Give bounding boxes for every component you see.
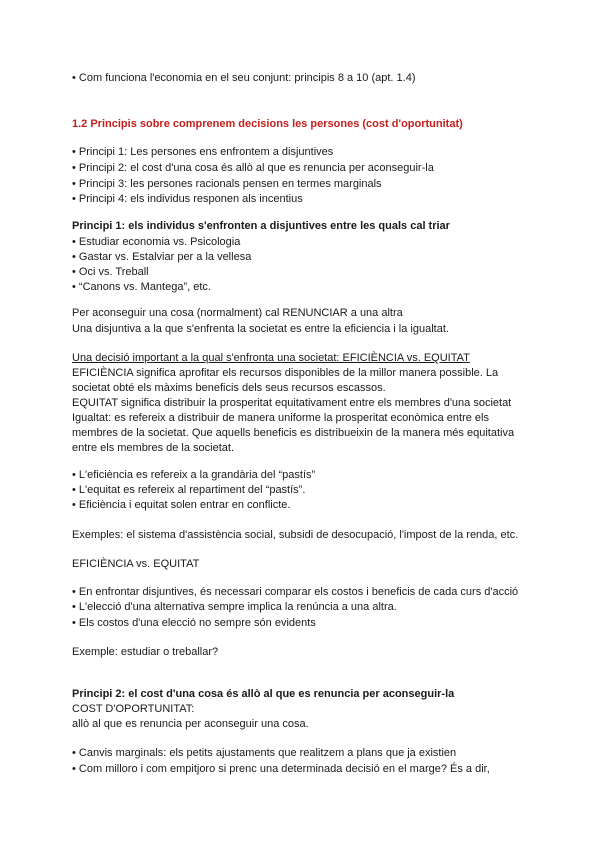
bullet-line: • Canvis marginals: els petits ajustaments que realitzem a plans que ja existien [72,747,457,759]
paragraph-line: societat obté els màxims beneficis dels seus recursos escassos. [72,382,386,394]
paragraph-line: allò al que es renuncia per aconseguir una cosa. [72,718,309,730]
paragraph-line: EFICIÈNCIA significa aprofitar els recursos disponibles de la millor manera possible. La [72,367,499,379]
bullet-line: • En enfrontar disjuntives, és necessari comparar els costos i beneficis de cada curs d'acció [72,586,519,598]
bullet-line: • Eficiència i equitat solen entrar en conflicte. [72,499,291,511]
bullet-line: • Els costos d'una elecció no sempre són evidents [72,617,316,629]
paragraph-line: EQUITAT significa distribuir la prosperitat equitativament entre els membres d'una societat [72,397,512,409]
bullet-line: • Principi 4: els individus responen als incentius [72,193,303,205]
paragraph-line: Per aconseguir una cosa (normalment) cal RENUNCIAR a una altra [72,307,403,319]
bullet-line: • L'equitat es refereix al repartiment del “pastís”. [72,484,306,496]
bullet-line: • Gastar vs. Estalviar per a la vellesa [72,251,252,263]
underlined-heading: Una decisió important a la qual s'enfronta una societat: EFICIÈNCIA vs. EQUITAT [72,352,470,364]
bullet-line: • Principi 1: Les persones ens enfrontem a disjuntives [72,146,334,158]
paragraph-line: EFICIÈNCIA vs. EQUITAT [72,558,200,570]
bullet-line: • Com funciona l'economia en el seu conjunt: principis 8 a 10 (apt. 1.4) [72,72,416,84]
bullet-line: • L'elecció d'una alternativa sempre implica la renúncia a una altra. [72,601,397,613]
bullet-line: • Com milloro i com empitjoro si prenc una determinada decisió en el marge? És a dir, [72,763,490,775]
bullet-line: • Estudiar economia vs. Psicologia [72,236,241,248]
bullet-line: • Principi 2: el cost d'una cosa és allò al que es renuncia per aconseguir-la [72,162,434,174]
paragraph-line: Una disjuntiva a la que s'enfrenta la societat es entre la eficiencia i la igualtat. [72,323,449,335]
principle-heading: Principi 2: el cost d'una cosa és allò al que es renuncia per aconseguir-la [72,688,455,700]
bullet-line: • Oci vs. Treball [72,266,149,278]
paragraph-line: Igualtat: es refereix a distribuir de manera uniforme la prosperitat econòmica entre els [72,412,489,424]
bullet-line: • Principi 3: les persones racionals pensen en termes marginals [72,178,382,190]
paragraph-line: COST D'OPORTUNITAT: [72,703,195,715]
bullet-line: • L'eficiència es refereix a la grandària del “pastís” [72,469,316,481]
paragraph-line: entre els membres de la societat. [72,442,235,454]
bullet-line: • “Canons vs. Mantega”, etc. [72,281,211,293]
principle-heading: Principi 1: els individus s'enfronten a disjuntives entre les quals cal triar [72,220,450,232]
paragraph-line: Exemples: el sistema d'assistència social, subsidi de desocupació, l'impost de la renda, etc. [72,529,519,541]
section-heading: 1.2 Principis sobre comprenem decisions les persones (cost d'oportunitat) [72,118,463,130]
paragraph-line: membres de la societat. Que aquells beneficis es distribueixin de la manera més equitativa [72,427,515,439]
paragraph-line: Exemple: estudiar o treballar? [72,646,219,658]
